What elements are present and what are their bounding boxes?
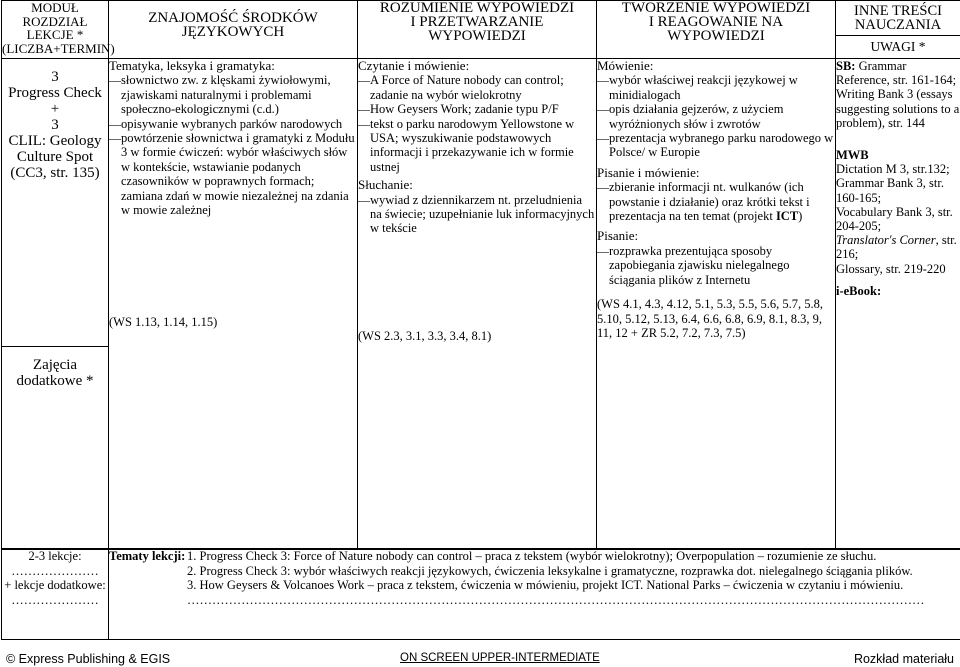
content-row xyxy=(2,59,960,550)
header-module xyxy=(2,0,115,59)
sb-writing-bank: Writing Bank 3 (essays suggesting solutions to a problem), str. 144 xyxy=(836,87,960,130)
mwb-block xyxy=(836,148,960,276)
header-line: TWORZENIE WYPOWIEDZI xyxy=(621,0,811,16)
topic-item: 3. How Geysers & Volcanoes Work – praca z tekstem, ćwiczenia w mówieniu, projekt ICT. National Parks – ćwiczenia w czytaniu i mówieniu. xyxy=(187,578,904,592)
list-item: — wybór właściwej reakcji językowej w minidialogach xyxy=(597,73,835,102)
module-number: 3 xyxy=(51,69,59,85)
footer-course: ON SCREEN UPPER-INTERMEDIATE xyxy=(400,652,600,664)
comprehension-cell xyxy=(358,59,597,550)
extra-lessons: + lekcje dodatkowe: xyxy=(4,578,106,592)
mwb-tail: , str. 216; xyxy=(836,233,957,262)
topic-item: 2. Progress Check 3: wybór właściwych reakcji językowych, ćwiczenia leksykalne i gramatyczne, rozprawka dot. nielegalnego ściągania plików. xyxy=(187,563,913,578)
header-other xyxy=(836,1,960,59)
writing-speaking-label: Pisanie i mówienie: xyxy=(597,164,700,180)
ws-codes: (WS 2.3, 3.1, 3.3, 3.4, 8.1) xyxy=(358,328,492,343)
list-item: — tekst o parku narodowym Yellowstone w USA; wyszukiwanie podstawowych informacji i przekazywanie ich w formie ustnej xyxy=(358,117,596,175)
header-production xyxy=(597,1,836,59)
header-line: JĘZYKOWYCH xyxy=(181,24,285,40)
header-line: ZNAJOMOŚĆ ŚRODKÓW xyxy=(148,10,318,26)
module-block xyxy=(2,59,108,347)
list-item: — A Force of Nature nobody can control; zadanie na wybór wielokrotny xyxy=(358,73,596,102)
topics-label: Tematyka, leksyka i gramatyka: xyxy=(109,58,275,73)
list-item: — słownictwo zw. z klęskami żywiołowymi, zjawiskami naturalnymi i problemami społeczno-ekologicznymi (c.d.) xyxy=(109,73,357,116)
ebook-label: i-eBook: xyxy=(836,283,882,298)
ws-codes: (WS 1.13, 1.14, 1.15) xyxy=(109,315,218,330)
header-module-line: ROZDZIAŁ xyxy=(22,13,88,29)
mwb-line: Glossary, str. 219-220 xyxy=(836,261,946,276)
header-module-line: (LICZBA+TERMIN) xyxy=(2,40,115,56)
sb-text: Grammar Reference, str. 161-164; xyxy=(836,59,957,88)
module-line: Progress Check xyxy=(8,85,102,101)
list-item xyxy=(597,180,835,223)
speaking-label: Mówienie: xyxy=(597,58,654,73)
list-item: — powtórzenie słownictwa i gramatyki z Modułu 3 w formie ćwiczeń: wybór właściwych słów w kontekście, wstawianie podanych czasowników w poprawnych formach; zamiana zdań w mowie niezależnej na zdania w mowie zależnej xyxy=(109,131,357,217)
sb-label: SB: xyxy=(836,59,856,73)
syllabus-table xyxy=(1,0,960,550)
header-row xyxy=(2,1,960,59)
lessons-table xyxy=(1,548,960,640)
list-item: — prezentacja wybranego parku narodowego w Polsce/ w Europie xyxy=(597,131,835,160)
module-cell xyxy=(2,59,109,550)
extra-line: Zajęcia xyxy=(32,357,78,373)
lessons-count: 2-3 lekcje: xyxy=(28,549,82,563)
footer-title: Rozkład materiału xyxy=(853,652,954,666)
header-module-line: MODUŁ xyxy=(31,0,79,15)
footer-publisher: © Express Publishing & EGIS xyxy=(6,652,171,666)
list-item: — opisywanie wybranych parków narodowych xyxy=(109,117,357,131)
lesson-topics-cell xyxy=(109,549,960,640)
lessons-blank: ………………… xyxy=(11,563,99,578)
extra-block xyxy=(2,347,108,389)
header-line: INNE TREŚCI xyxy=(854,3,942,19)
sb-block xyxy=(836,59,960,87)
header-module-line: LEKCJE * xyxy=(26,27,84,42)
list-item: — rozprawka prezentująca sposoby zapobiegania zjawisku nielegalnego ściągania plików z Internetu xyxy=(597,244,835,287)
module-line: (CC3, str. 135) xyxy=(10,165,100,181)
reading-label: Czytanie i mówienie: xyxy=(358,58,470,73)
topic-item: 1. Progress Check 3: Force of Nature nobody can control – praca z tekstem (wybór wielokrotny); Overpopulation – rozumienie ze słuchu. xyxy=(187,549,877,563)
footer xyxy=(0,652,960,667)
header-language-means xyxy=(109,1,358,59)
module-line: + xyxy=(50,101,60,117)
list-item: — How Geysers Work; zadanie typu P/F xyxy=(358,102,596,116)
language-means-cell xyxy=(109,59,358,550)
topics-label: Tematy lekcji: xyxy=(109,549,186,563)
header-line: NAUCZANIA xyxy=(854,17,942,33)
header-line: ROZUMIENIE WYPOWIEDZI xyxy=(379,0,575,16)
listening-label: Słuchanie: xyxy=(358,177,413,193)
ebook-block xyxy=(836,284,960,298)
list-item-bold: ICT xyxy=(775,209,799,224)
topic-blank: …………………………………………………………………………………………………………………………………………………………… xyxy=(187,592,925,607)
module-line: Culture Spot xyxy=(16,149,94,165)
mwb-line xyxy=(836,233,960,261)
header-line: WYPOWIEDZI xyxy=(428,28,526,44)
module-line: CLIL: Geology xyxy=(8,133,102,149)
mwb-italic: Translator's Corner xyxy=(836,233,936,248)
module-line: 3 xyxy=(51,117,59,133)
list-item: — wywiad z dziennikarzem nt. przeludnienia na świecie; uzupełnianie luk informacyjnych w tekście xyxy=(358,193,596,236)
lessons-count-cell xyxy=(2,549,109,640)
header-line: WYPOWIEDZI xyxy=(667,28,765,44)
topics-row xyxy=(109,549,960,607)
mwb-line: Grammar Bank 3, str. 160-165; xyxy=(836,176,944,205)
ws-codes: (WS 4.1, 4.3, 4.12, 5.1, 5.3, 5.5, 5.6, 5.7, 5.8, 5.10, 5.12, 5.13, 6.4, 6.6, 6.8, 6.9, 8.1, 8.3, 9, 11, 12 + ZR 5.2, 7.2, 7.3, 7.5) xyxy=(597,297,824,340)
mwb-line: Dictation M 3, str.132; xyxy=(836,162,950,177)
list-item: — opis działania gejzerów, z użyciem wyróżnionych słów i zwrotów xyxy=(597,102,835,131)
topics-list xyxy=(187,549,925,607)
other-content-cell xyxy=(836,59,960,550)
header-line: I REAGOWANIE NA xyxy=(648,14,784,30)
mwb-label: MWB xyxy=(836,148,869,163)
lessons-row xyxy=(2,549,960,640)
header-notes: UWAGI * xyxy=(836,35,960,58)
writing-label: Pisanie: xyxy=(597,228,639,244)
mwb-line: Vocabulary Bank 3, str. 204-205; xyxy=(836,204,953,234)
production-cell xyxy=(597,59,836,550)
list-item-text: ) xyxy=(798,209,803,224)
list-item-text: zbieranie informacji nt. wulkanów (ich powstanie i działanie) oraz krótki tekst i prezentacja na ten temat (projekt xyxy=(609,180,810,224)
lessons-blank: ………………… xyxy=(11,592,99,607)
extra-line: dodatkowe * xyxy=(16,373,94,389)
header-comprehension xyxy=(358,1,597,59)
header-line: I PRZETWARZANIE xyxy=(410,14,544,30)
